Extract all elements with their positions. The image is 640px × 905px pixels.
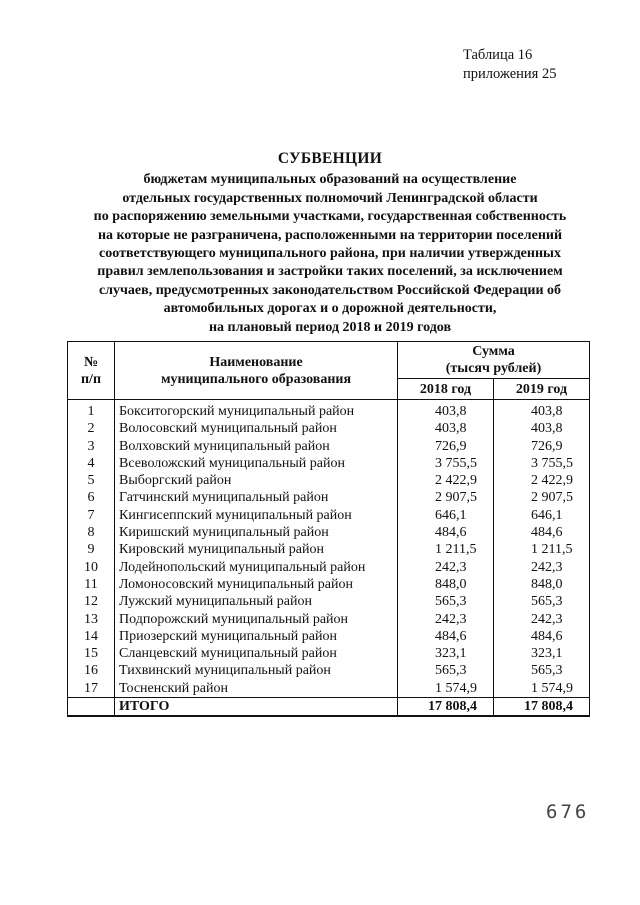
- row-name: Киришский муниципальный район: [115, 524, 398, 541]
- table-row: [68, 576, 590, 593]
- table-row: [68, 455, 590, 472]
- title-line: на плановый период 2018 и 2019 годов: [208, 319, 452, 335]
- title-line: соответствующего муниципального района, при наличии утвержденных: [99, 246, 561, 262]
- row-number: 6: [68, 489, 115, 506]
- header-name-line1: Наименование: [209, 354, 303, 370]
- title-line: автомобильных дорогах и о дорожной деятельности,: [163, 301, 497, 317]
- header-name: [115, 342, 398, 400]
- row-number: 13: [68, 611, 115, 628]
- row-value-2019: 484,6: [494, 628, 590, 645]
- row-value-2018: 565,3: [398, 662, 494, 679]
- table-reference-line1: Таблица 16: [463, 47, 533, 63]
- row-number: 15: [68, 645, 115, 662]
- row-value-2019: 2 422,9: [494, 472, 590, 489]
- row-value-2019: 484,6: [494, 524, 590, 541]
- row-value-2018: 403,8: [398, 420, 494, 437]
- total-2018: 17 808,4: [398, 698, 494, 717]
- row-value-2018: 242,3: [398, 559, 494, 576]
- header-num: [68, 342, 115, 400]
- table-row: [68, 420, 590, 437]
- header-year-2019: 2019 год: [494, 379, 590, 400]
- table-row: [68, 559, 590, 576]
- row-name: Лужский муниципальный район: [115, 593, 398, 610]
- row-name: Выборгский район: [115, 472, 398, 489]
- row-value-2019: 403,8: [494, 420, 590, 437]
- row-value-2019: 646,1: [494, 507, 590, 524]
- row-number: 17: [68, 680, 115, 698]
- row-name: Гатчинский муниципальный район: [115, 489, 398, 506]
- table-row: [68, 472, 590, 489]
- row-number: 5: [68, 472, 115, 489]
- row-value-2019: 726,9: [494, 438, 590, 455]
- table-row: [68, 645, 590, 662]
- title-line: бюджетам муниципальных образований на осуществление: [143, 172, 517, 188]
- row-name: Ломоносовский муниципальный район: [115, 576, 398, 593]
- row-name: Бокситогорский муниципальный район: [115, 400, 398, 421]
- row-value-2019: 2 907,5: [494, 489, 590, 506]
- title-line: правил землепользования и застройки таких поселений, за исключением: [97, 264, 563, 280]
- row-name: Волосовский муниципальный район: [115, 420, 398, 437]
- header-year-2018: 2018 год: [398, 379, 494, 400]
- table-reference-line2: приложения 25: [463, 66, 557, 82]
- row-value-2019: 242,3: [494, 611, 590, 628]
- row-value-2018: 323,1: [398, 645, 494, 662]
- row-value-2019: 565,3: [494, 662, 590, 679]
- row-value-2019: 565,3: [494, 593, 590, 610]
- row-value-2018: 646,1: [398, 507, 494, 524]
- header-row: [68, 342, 590, 379]
- table-row: [68, 541, 590, 558]
- row-value-2019: 848,0: [494, 576, 590, 593]
- table-row: [68, 628, 590, 645]
- header-num-line1: №: [83, 354, 99, 370]
- row-number: 9: [68, 541, 115, 558]
- table-row: [68, 662, 590, 679]
- row-name: Подпорожский муниципальный район: [115, 611, 398, 628]
- row-number: 8: [68, 524, 115, 541]
- row-value-2018: 565,3: [398, 593, 494, 610]
- subventions-table: [67, 341, 590, 717]
- header-sum: [398, 342, 590, 379]
- row-value-2018: 2 422,9: [398, 472, 494, 489]
- header-num-line2: п/п: [80, 371, 102, 387]
- title-line: случаев, предусмотренных законодательством Российской Федерации об: [98, 282, 562, 298]
- row-value-2019: 403,8: [494, 400, 590, 421]
- row-value-2018: 2 907,5: [398, 489, 494, 506]
- title-line: отдельных государственных полномочий Ленинградской области: [122, 190, 538, 206]
- table-row: [68, 438, 590, 455]
- table-row: [68, 593, 590, 610]
- row-name: Волховский муниципальный район: [115, 438, 398, 455]
- row-value-2019: 1 574,9: [494, 680, 590, 698]
- row-value-2018: 484,6: [398, 524, 494, 541]
- row-number: 12: [68, 593, 115, 610]
- row-name: Кингисеппский муниципальный район: [115, 507, 398, 524]
- row-name: Кировский муниципальный район: [115, 541, 398, 558]
- row-number: 2: [68, 420, 115, 437]
- total-empty: [68, 698, 115, 717]
- document-title: [40, 150, 620, 337]
- row-value-2018: 484,6: [398, 628, 494, 645]
- row-number: 4: [68, 455, 115, 472]
- row-value-2018: 848,0: [398, 576, 494, 593]
- table-row: [68, 507, 590, 524]
- row-name: Тосненский район: [115, 680, 398, 698]
- row-value-2018: 1 574,9: [398, 680, 494, 698]
- total-row: [68, 698, 590, 717]
- row-value-2018: 726,9: [398, 438, 494, 455]
- row-value-2019: 1 211,5: [494, 541, 590, 558]
- row-number: 3: [68, 438, 115, 455]
- title-line: на которые не разграничена, расположенными на территории поселений: [97, 227, 563, 243]
- page-number: 676: [546, 801, 590, 823]
- header-name-line2: муниципального образования: [160, 371, 352, 387]
- table-body: [68, 400, 590, 717]
- table-row: [68, 611, 590, 628]
- row-number: 11: [68, 576, 115, 593]
- total-2019: 17 808,4: [494, 698, 590, 717]
- row-name: Всеволожский муниципальный район: [115, 455, 398, 472]
- total-label: ИТОГО: [115, 698, 398, 717]
- row-number: 7: [68, 507, 115, 524]
- row-name: Тихвинский муниципальный район: [115, 662, 398, 679]
- table-row: [68, 489, 590, 506]
- row-value-2018: 3 755,5: [398, 455, 494, 472]
- row-value-2019: 3 755,5: [494, 455, 590, 472]
- table-reference: [463, 46, 556, 84]
- table-row: [68, 400, 590, 421]
- header-sum-line2: (тысяч рублей): [445, 361, 542, 376]
- title-line: по распоряжению земельными участками, государственная собственность: [93, 209, 567, 225]
- row-number: 1: [68, 400, 115, 421]
- row-name: Приозерский муниципальный район: [115, 628, 398, 645]
- row-name: Лодейнопольский муниципальный район: [115, 559, 398, 576]
- row-number: 10: [68, 559, 115, 576]
- row-value-2018: 242,3: [398, 611, 494, 628]
- row-value-2018: 1 211,5: [398, 541, 494, 558]
- row-name: Сланцевский муниципальный район: [115, 645, 398, 662]
- row-value-2019: 242,3: [494, 559, 590, 576]
- header-sum-line1: Сумма: [472, 344, 515, 359]
- row-value-2018: 403,8: [398, 400, 494, 421]
- row-value-2019: 323,1: [494, 645, 590, 662]
- row-number: 16: [68, 662, 115, 679]
- title-main: СУБВЕНЦИИ: [277, 150, 383, 167]
- row-number: 14: [68, 628, 115, 645]
- table-row: [68, 680, 590, 698]
- table-row: [68, 524, 590, 541]
